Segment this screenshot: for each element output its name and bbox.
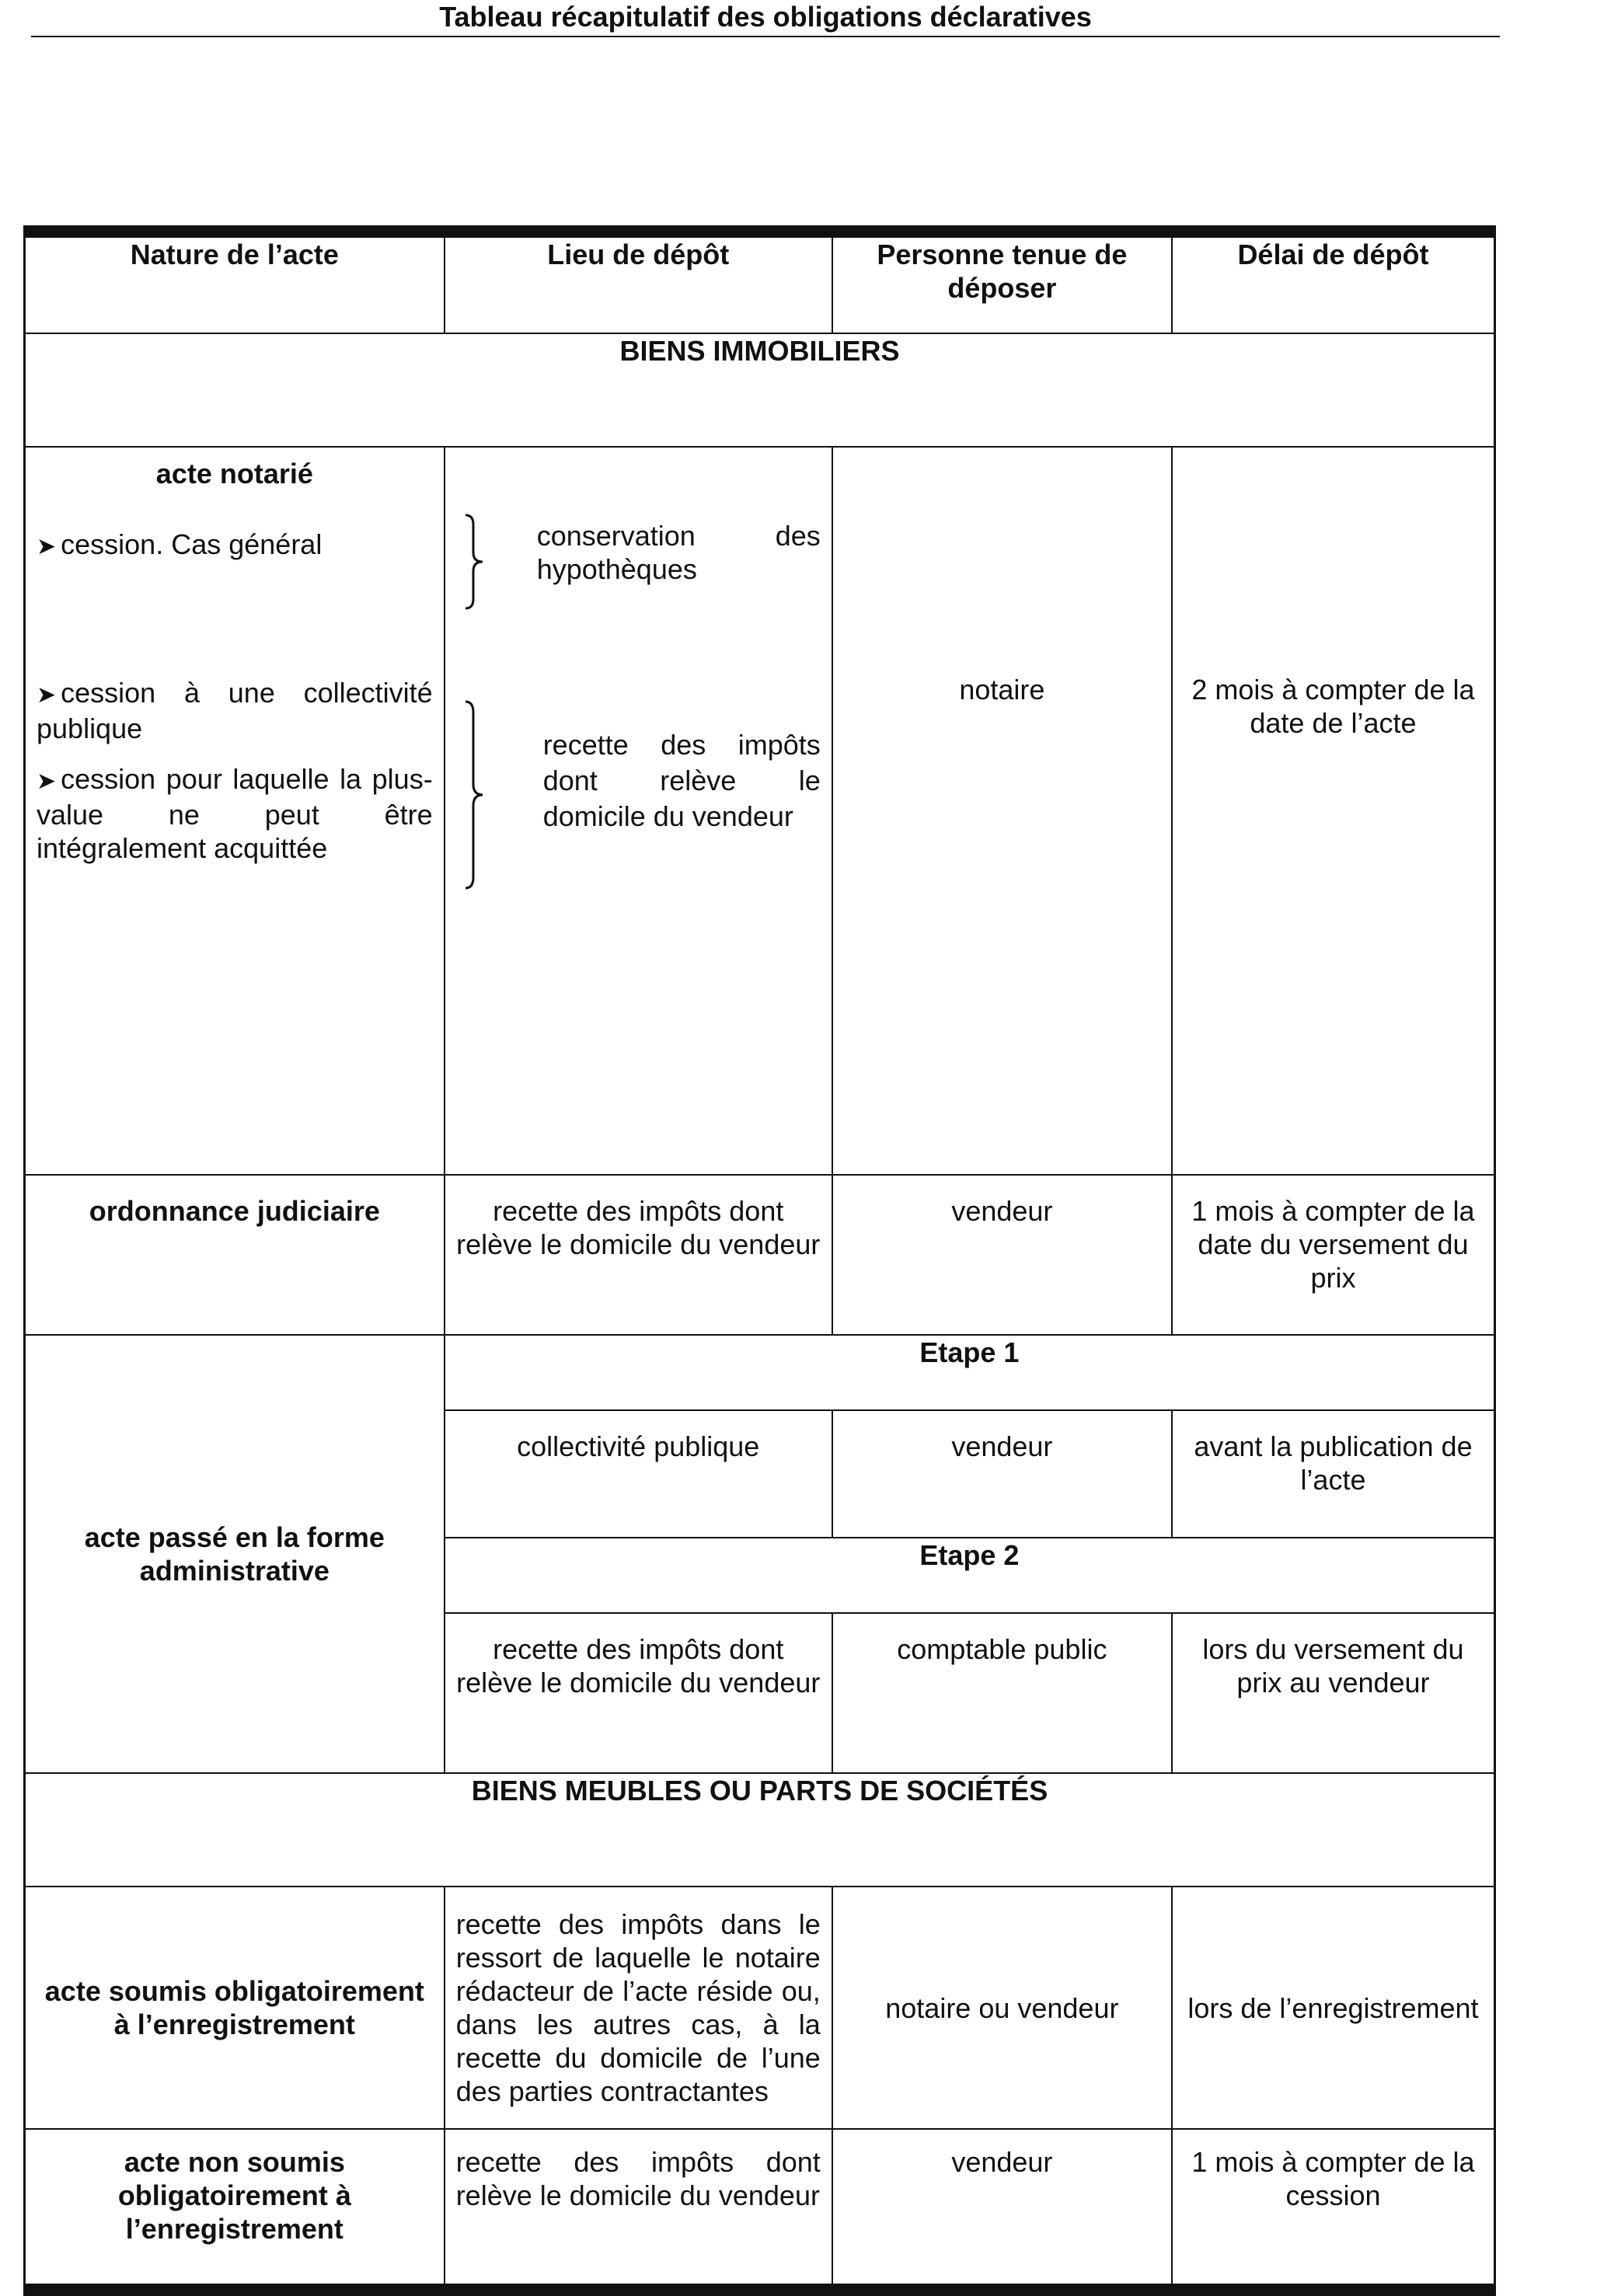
section-row-immobiliers	[25, 333, 1495, 447]
title-underline	[31, 36, 1500, 37]
section-row-meubles	[25, 1773, 1495, 1887]
page-title: Tableau récapitulatif des obligations déclaratives	[439, 1, 1092, 33]
cell-etape2-delai: lors du versement du prix au vendeur	[1172, 1613, 1495, 1773]
cell-administrative-nature: acte passé en la forme administrative	[25, 1335, 445, 1773]
cell-ordonnance-personne: vendeur	[832, 1175, 1172, 1335]
header-lieu: Lieu de dépôt	[445, 232, 832, 333]
cell-non-soumis-personne: vendeur	[832, 2129, 1172, 2290]
obligations-table	[23, 225, 1496, 2296]
arrow-bullet-icon: ➤	[37, 682, 57, 708]
case-cession-general: cession. Cas général	[61, 528, 323, 560]
cell-non-soumis-delai: 1 mois à compter de la cession	[1172, 2129, 1495, 2290]
cell-ordonnance-lieu: recette des impôts dont relève le domicile du vendeur	[445, 1175, 832, 1335]
row-ordonnance	[25, 1175, 1495, 1335]
header-nature: Nature de l’acte	[25, 232, 445, 333]
list-item	[37, 762, 433, 865]
section-immobiliers: BIENS IMMOBILIERS	[25, 333, 1495, 447]
cell-personne-notarie	[832, 447, 1172, 1175]
acte-notarie-title: acte notarié	[155, 458, 313, 490]
list-item	[37, 528, 433, 563]
cell-ordonnance-nature: ordonnance judiciaire	[25, 1175, 445, 1335]
case-cession-plus-value: cession pour laquelle la plus-value ne peut être intégralement acquittée	[37, 763, 433, 864]
etape-1-label: Etape 1	[445, 1335, 1495, 1410]
row-acte-non-soumis	[25, 2129, 1495, 2290]
cell-etape1-lieu: collectivité publique	[445, 1410, 832, 1538]
cell-etape1-personne: vendeur	[832, 1410, 1172, 1538]
cell-soumis-delai: lors de l’enregistrement	[1172, 1887, 1495, 2129]
cell-soumis-lieu: recette des impôts dans le ressort de laquelle le notaire rédacteur de l’acte réside ou, dans les autres cas, à la recette du domicile de l’une des parties contractantes	[445, 1887, 832, 2129]
row-acte-soumis	[25, 1887, 1495, 2129]
personne-notaire: notaire	[959, 674, 1045, 706]
row-etape-1	[25, 1335, 1495, 1410]
header-row	[25, 232, 1495, 333]
cell-acte-notarie	[25, 447, 445, 1175]
cell-non-soumis-nature: acte non soumis obligatoirement à l’enregistrement	[25, 2129, 445, 2290]
cell-etape1-delai: avant la publication de l’acte	[1172, 1410, 1495, 1538]
list-item	[37, 676, 433, 745]
right-brace-icon	[462, 514, 486, 611]
section-meubles: BIENS MEUBLES OU PARTS DE SOCIÉTÉS	[25, 1773, 1495, 1887]
cell-delai-notarie	[1172, 447, 1495, 1175]
etape-2-label: Etape 2	[445, 1538, 1495, 1613]
lieu-conservation: conservation des hypothèques	[536, 520, 821, 585]
cell-ordonnance-delai: 1 mois à compter de la date du versement du prix	[1172, 1175, 1495, 1335]
row-acte-notarie	[25, 447, 1495, 1175]
lieu-recette: recette des impôts dont relève le domicile du vendeur	[542, 729, 821, 832]
right-brace-icon	[462, 700, 486, 890]
arrow-bullet-icon: ➤	[37, 768, 57, 794]
header-delai: Délai de dépôt	[1172, 232, 1495, 333]
cell-soumis-nature: acte soumis obligatoirement à l’enregistrement	[25, 1887, 445, 2129]
cell-soumis-personne: notaire ou vendeur	[832, 1887, 1172, 2129]
cell-lieu-notarie	[445, 447, 832, 1175]
arrow-bullet-icon: ➤	[37, 534, 57, 559]
case-cession-collectivite: cession à une collectivité publique	[37, 677, 433, 744]
cell-etape2-lieu: recette des impôts dont relève le domicile du vendeur	[445, 1613, 832, 1773]
cell-non-soumis-lieu: recette des impôts dont relève le domicile du vendeur	[445, 2129, 832, 2290]
cell-etape2-personne: comptable public	[832, 1613, 1172, 1773]
header-personne: Personne tenue de déposer	[832, 232, 1172, 333]
delai-notarie: 2 mois à compter de la date de l’acte	[1191, 674, 1475, 739]
